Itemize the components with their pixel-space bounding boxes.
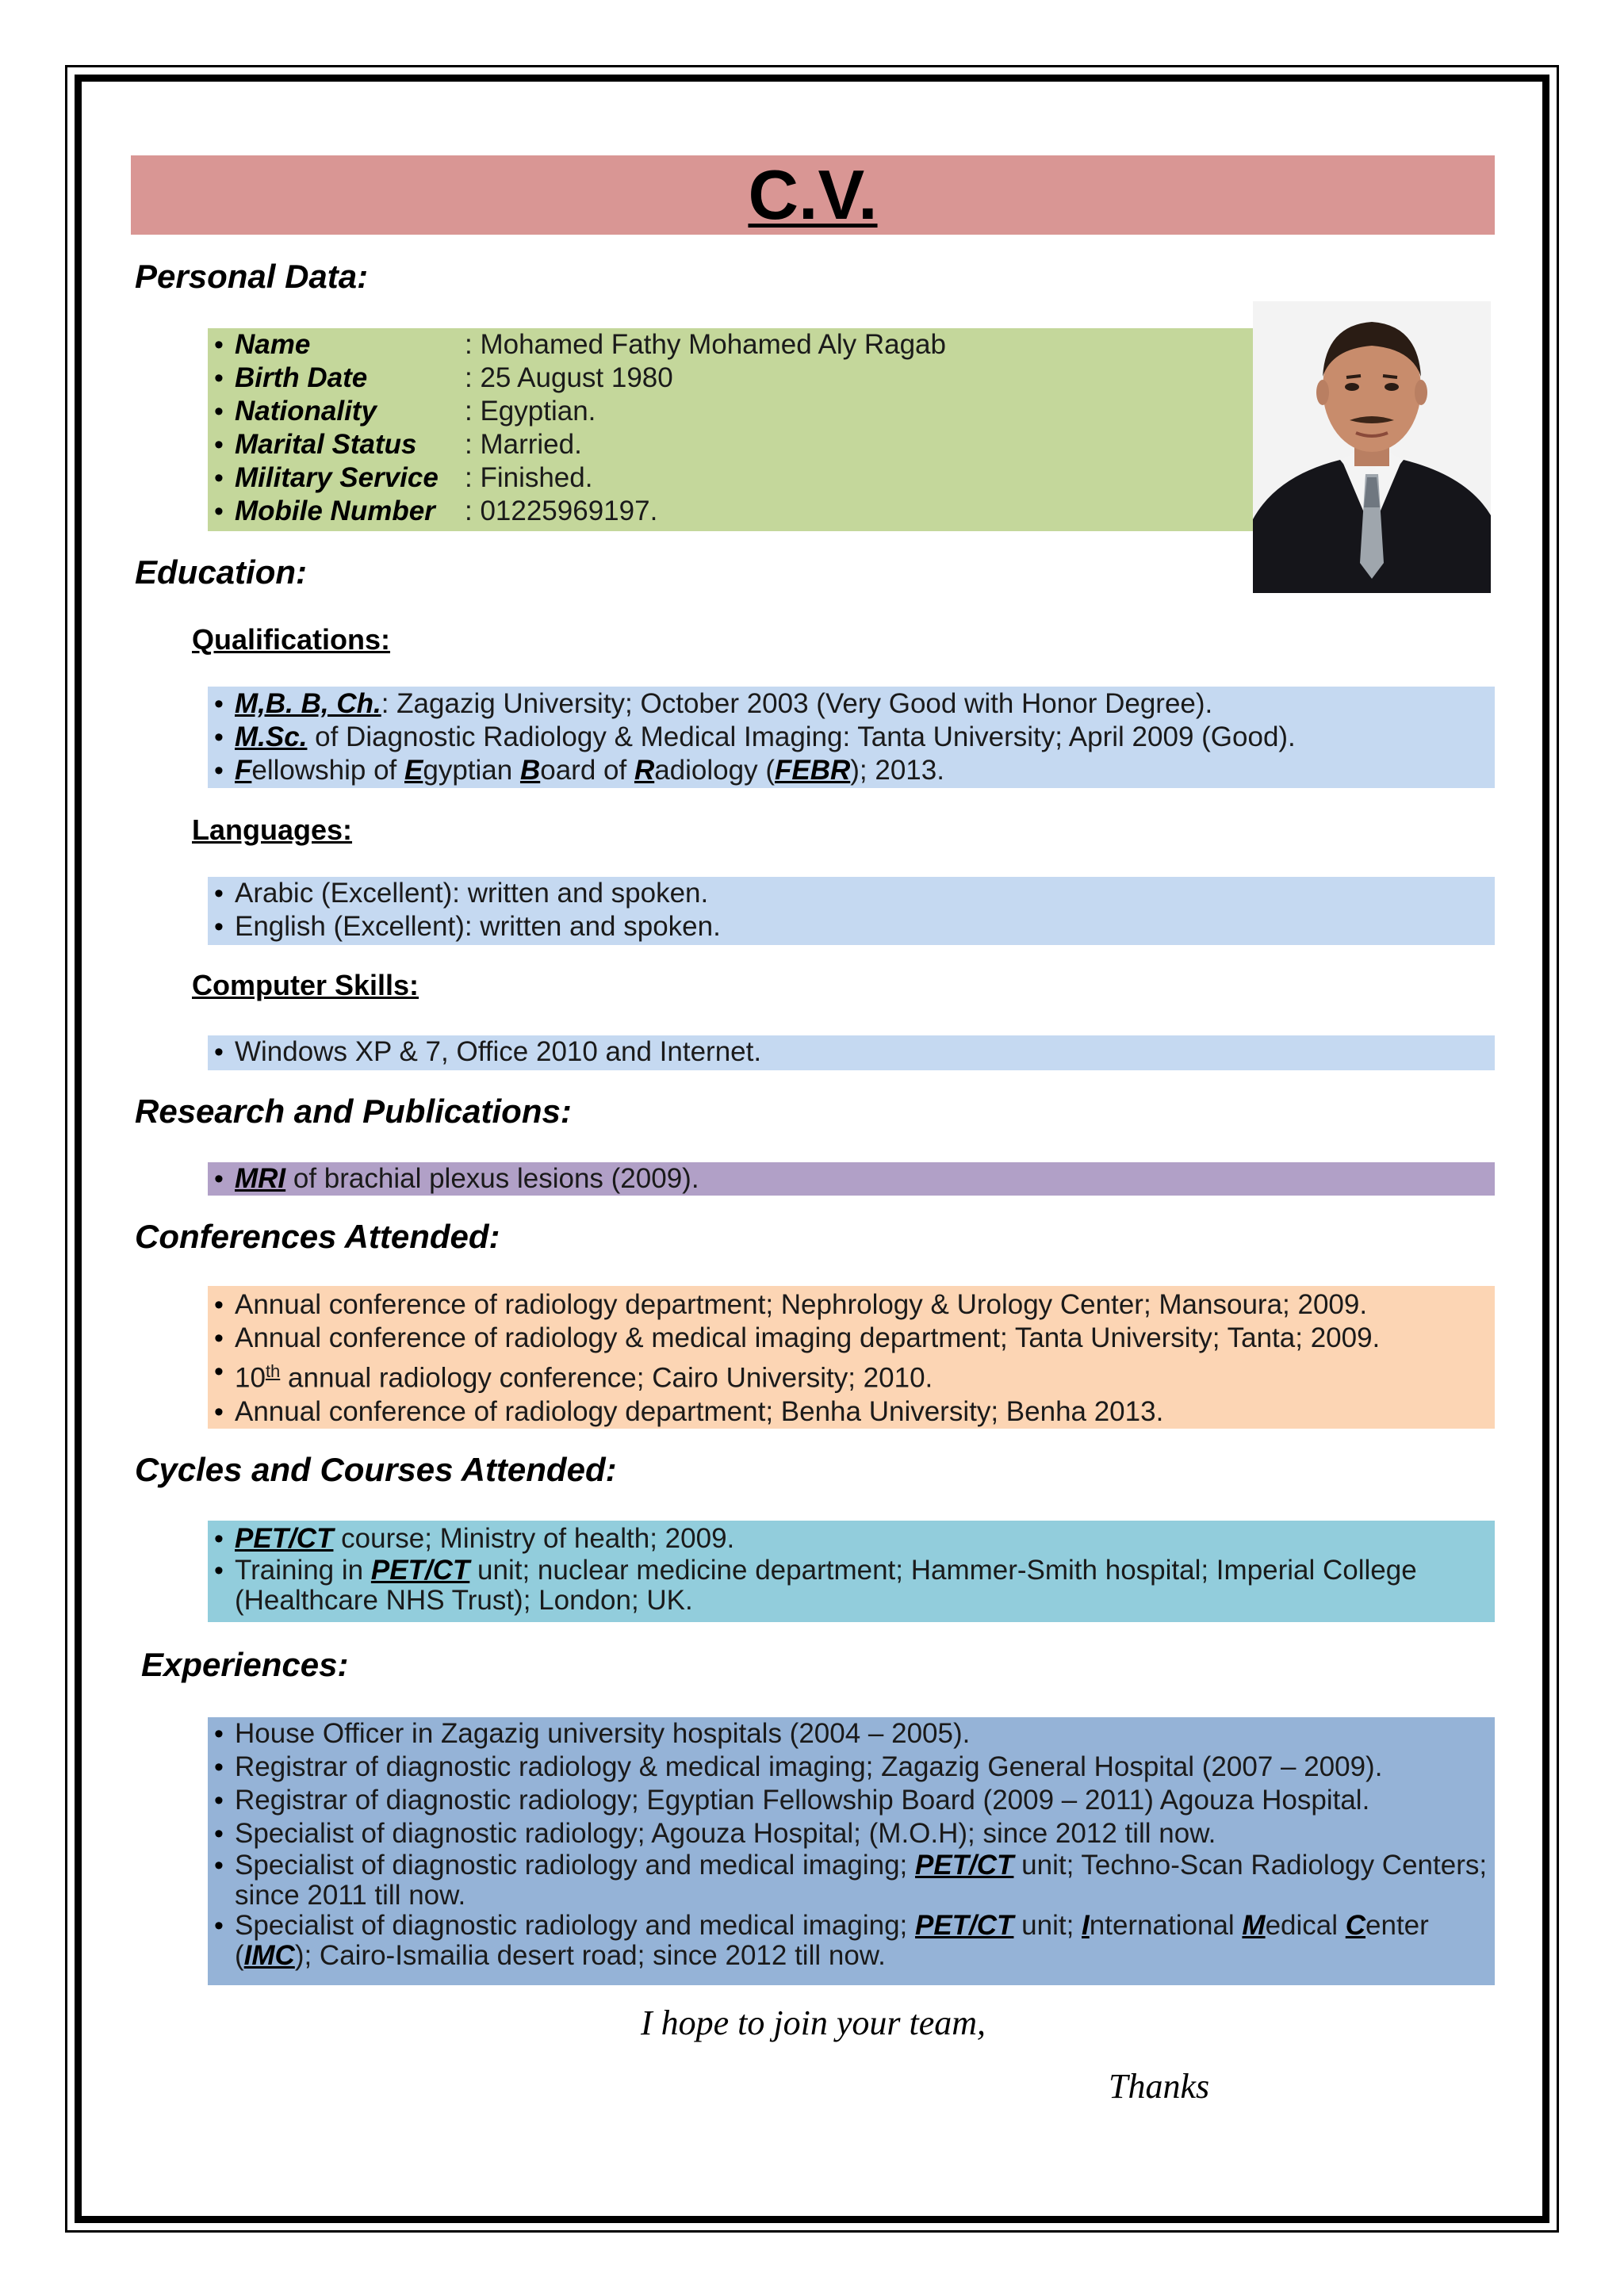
word-rest: ellowship of — [251, 755, 404, 786]
computer-skills-list — [214, 1035, 1495, 1069]
field-label: Marital Status — [235, 429, 417, 460]
febr-abbr: FEBR — [774, 755, 851, 786]
list-item — [214, 1850, 1495, 1911]
initial-letter: E — [404, 755, 423, 786]
conferences-list — [214, 1288, 1495, 1429]
word-rest: gyptian — [423, 755, 520, 786]
degree-msc-detail: of Diagnostic Radiology & Medical Imaging: Tanta University; April 2009 (Good). — [307, 721, 1296, 752]
degree-mbbch-detail: : Zagazig University; October 2003 (Very Good with Honor Degree). — [381, 688, 1213, 719]
profile-photo-image — [1253, 301, 1491, 593]
conferences-box — [208, 1286, 1495, 1429]
profile-photo — [1253, 301, 1491, 593]
title-banner — [131, 155, 1495, 235]
degree-msc: M.Sc. — [235, 721, 308, 752]
experience-end: ); Cairo-Ismailia desert road; since 2012 till now. — [294, 1940, 886, 1971]
initial-letter: B — [519, 755, 541, 786]
closing-thanks: Thanks — [1109, 2067, 1210, 2106]
languages-list — [214, 877, 1495, 943]
field-value: : Mohamed Fathy Mohamed Aly Ragab — [465, 329, 946, 360]
computer-skills-heading: Computer Skills: — [192, 969, 419, 1001]
list-item — [214, 721, 1495, 754]
febr-end: ); 2013. — [850, 755, 944, 786]
word-rest: edical — [1265, 1910, 1346, 1941]
courses-box — [208, 1521, 1495, 1622]
experience-prefix: Specialist of diagnostic radiology and medical imaging; — [235, 1850, 915, 1881]
qualifications-box — [208, 687, 1495, 788]
list-item: • Registrar of diagnostic radiology; Egyptian Fellowship Board (2009 – 2011) Agouza Hospital. — [214, 1784, 1495, 1817]
list-item — [214, 754, 1495, 787]
list-item: • Registrar of diagnostic radiology & medical imaging; Zagazig General Hospital (2007 – 2009). — [214, 1751, 1495, 1784]
petct-abbr: PET/CT — [914, 1850, 1014, 1881]
list-item: • Annual conference of radiology department; Benha University; Benha 2013. — [214, 1395, 1495, 1429]
research-list — [214, 1162, 1495, 1196]
petct-abbr: PET/CT — [370, 1555, 470, 1586]
list-item: • Windows XP & 7, Office 2010 and Internet. — [214, 1035, 1495, 1069]
field-value: : 01225969197. — [465, 496, 658, 526]
petct-abbr: PET/CT — [235, 1523, 334, 1554]
list-item — [214, 461, 1254, 495]
course-detail: course; Ministry of health; 2009. — [333, 1523, 735, 1554]
list-item — [214, 395, 1254, 428]
list-item — [214, 428, 1254, 461]
languages-box — [208, 877, 1495, 945]
page-title: C.V. — [748, 155, 878, 234]
list-item — [214, 1355, 1495, 1395]
field-label: Birth Date — [235, 362, 368, 393]
experiences-box — [208, 1717, 1495, 1985]
research-box — [208, 1162, 1495, 1196]
field-label: Mobile Number — [235, 496, 435, 526]
closing-line: I hope to join your team, — [641, 2003, 986, 2042]
education-heading: Education: — [135, 553, 307, 591]
mri-abbr: MRI — [235, 1163, 286, 1194]
petct-abbr: PET/CT — [914, 1910, 1014, 1941]
word-rest: nternational — [1089, 1910, 1243, 1941]
initial-letter: F — [235, 755, 252, 786]
experiences-heading: Experiences: — [141, 1646, 349, 1683]
conference-detail: annual radiology conference; Cairo University; 2010. — [280, 1362, 933, 1394]
ordinal-suffix: th — [265, 1361, 281, 1381]
initial-letter: M — [1242, 1910, 1266, 1941]
list-item — [214, 1522, 1495, 1556]
languages-heading: Languages: — [192, 813, 353, 846]
field-label: Name — [235, 329, 311, 360]
qualifications-heading: Qualifications: — [192, 623, 391, 656]
experience-detail: unit; Techno-Scan Radiology Centers; since 2011 till now. — [235, 1850, 1488, 1911]
personal-data-list — [214, 328, 1254, 528]
word-rest: adiology ( — [654, 755, 775, 786]
experience-mid: unit; — [1013, 1910, 1082, 1941]
degree-mbbch: M,B. B, Ch. — [235, 688, 381, 719]
ordinal-number: 10 — [235, 1362, 266, 1394]
research-title: of brachial plexus lesions (2009). — [285, 1163, 699, 1194]
word-rest: oard of — [540, 755, 634, 786]
list-item — [214, 1911, 1495, 1971]
field-value: : Married. — [465, 429, 582, 460]
list-item: • English (Excellent): written and spoken. — [214, 910, 1495, 943]
list-item: • House Officer in Zagazig university hospitals (2004 – 2005). — [214, 1717, 1495, 1751]
experiences-list — [214, 1717, 1495, 1971]
courses-list — [214, 1522, 1495, 1616]
imc-abbr: IMC — [243, 1940, 295, 1971]
personal-data-heading: Personal Data: — [135, 258, 369, 295]
conferences-heading: Conferences Attended: — [135, 1218, 500, 1255]
list-item: • Arabic (Excellent): written and spoken. — [214, 877, 1495, 910]
list-item — [214, 362, 1254, 395]
list-item — [214, 328, 1254, 362]
course-prefix: Training in — [235, 1555, 371, 1586]
computer-skills-box — [208, 1035, 1495, 1070]
experience-prefix: Specialist of diagnostic radiology and medical imaging; — [235, 1910, 915, 1941]
word-rest: enter ( — [235, 1910, 1429, 1971]
courses-heading: Cycles and Courses Attended: — [135, 1451, 617, 1488]
field-value: : Egyptian. — [465, 396, 596, 427]
list-item — [214, 495, 1254, 528]
list-item — [214, 687, 1495, 721]
initial-letter: R — [634, 755, 655, 786]
initial-letter: I — [1082, 1910, 1090, 1941]
initial-letter: C — [1345, 1910, 1366, 1941]
course-detail: unit; nuclear medicine department; Hammer-Smith hospital; Imperial College (Healthcare NHS Trust); London; UK. — [235, 1555, 1417, 1616]
list-item — [214, 1162, 1495, 1196]
research-heading: Research and Publications: — [135, 1093, 572, 1130]
field-value: : Finished. — [465, 462, 593, 493]
list-item: • Specialist of diagnostic radiology; Agouza Hospital; (M.O.H); since 2012 till now. — [214, 1817, 1495, 1850]
list-item: • Annual conference of radiology department; Nephrology & Urology Center; Mansoura; 2009. — [214, 1288, 1495, 1322]
personal-data-box — [208, 328, 1254, 531]
field-value: : 25 August 1980 — [465, 362, 673, 393]
field-label: Military Service — [235, 462, 439, 493]
qualifications-list — [214, 687, 1495, 787]
field-label: Nationality — [235, 396, 377, 427]
list-item — [214, 1556, 1495, 1616]
list-item: • Annual conference of radiology & medical imaging department; Tanta University; Tanta; 2009. — [214, 1322, 1495, 1355]
